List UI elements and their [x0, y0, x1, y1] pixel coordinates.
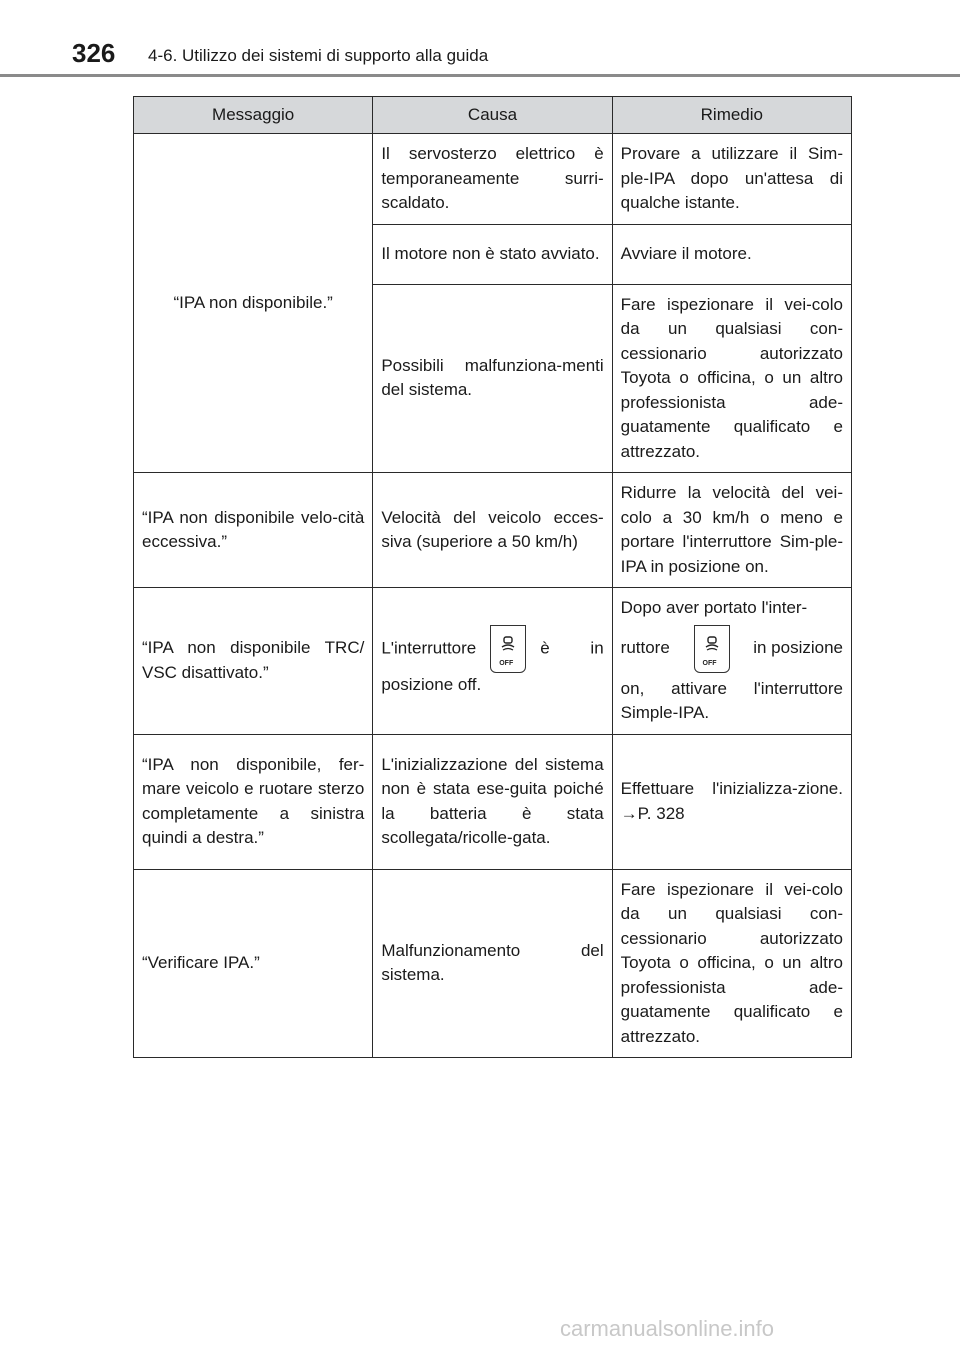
- message-cell: “IPA non disponibile velo-cità eccessiva.”: [134, 473, 373, 588]
- section-title: 4-6. Utilizzo dei sistemi di supporto alla guida: [148, 46, 489, 65]
- messages-table: [133, 96, 852, 1058]
- remedy-text-after: in posizione: [753, 638, 843, 658]
- remedy-cell: [612, 588, 851, 735]
- cause-cell: Il servosterzo elettrico è temporaneamente surri-scaldato.: [373, 134, 612, 225]
- remedy-line: [621, 625, 843, 673]
- trc-off-switch-icon: [490, 625, 526, 673]
- page-header: [0, 0, 960, 80]
- cause-cell: Velocità del veicolo ecces-siva (superiore a 50 km/h): [373, 473, 612, 588]
- cause-text-after: è in posizione off.: [381, 637, 604, 694]
- table-header-row: [134, 97, 852, 134]
- table-row: [134, 588, 852, 735]
- table-row: [134, 473, 852, 588]
- table-row: [134, 734, 852, 869]
- column-header-remedy: Rimedio: [612, 97, 851, 134]
- remedy-text-before: ruttore: [620, 638, 670, 658]
- table-row: [134, 869, 852, 1058]
- message-cell: “IPA non disponibile, fer-mare veicolo e ruotare sterzo completamente a sinistra quindi a destra.”: [134, 734, 373, 869]
- message-cell: “IPA non disponibile.”: [134, 134, 373, 473]
- cause-cell: Malfunzionamento del sistema.: [373, 869, 612, 1058]
- remedy-line: Dopo aver portato l'inter-: [620, 598, 808, 617]
- remedy-cell: Fare ispezionare il vei-colo da un qualsiasi con-cessionario autorizzato Toyota o officina, o un altro professionista ade-guatamente qualificato e attrezzato.: [612, 284, 851, 473]
- cause-text-before: L'interruttore: [381, 637, 477, 657]
- remedy-cell: Ridurre la velocità del vei-colo a 30 km/h o meno e portare l'interruttore Sim-ple-IPA in posizione on.: [612, 473, 851, 588]
- cause-cell: L'inizializzazione del sistema non è stata ese-guita poiché la batteria è stata scollegata/ricolle-gata.: [373, 734, 612, 869]
- remedy-cell: Effettuare l'inizializza-zione. →P. 328: [612, 734, 851, 869]
- remedy-cell: Fare ispezionare il vei-colo da un qualsiasi con-cessionario autorizzato Toyota o officina, o un altro professionista ade-guatamente qualificato e attrezzato.: [612, 869, 851, 1058]
- table-row: [134, 134, 852, 225]
- column-header-message: Messaggio: [134, 97, 373, 134]
- message-cell: “IPA non disponibile TRC/ VSC disattivato.”: [134, 588, 373, 735]
- message-cell: “Verificare IPA.”: [134, 869, 373, 1058]
- watermark: carmanualsonline.info: [560, 1316, 775, 1341]
- cause-cell: Il motore non è stato avviato.: [373, 224, 612, 284]
- cause-cell: Possibili malfunziona-menti del sistema.: [373, 284, 612, 473]
- header-rule: [0, 74, 960, 77]
- remedy-cell: Provare a utilizzare il Sim-ple-IPA dopo un'attesa di qualche istante.: [612, 134, 851, 225]
- cause-cell: [373, 588, 612, 735]
- page-number: 326: [72, 38, 116, 68]
- icon-off-label: OFF: [702, 659, 717, 667]
- remedy-cell: Avviare il motore.: [612, 224, 851, 284]
- trc-off-switch-icon: [694, 625, 730, 673]
- remedy-line: on, attivare l'interruttore Simple-IPA.: [620, 678, 843, 722]
- column-header-cause: Causa: [373, 97, 612, 134]
- icon-off-label: OFF: [499, 659, 514, 667]
